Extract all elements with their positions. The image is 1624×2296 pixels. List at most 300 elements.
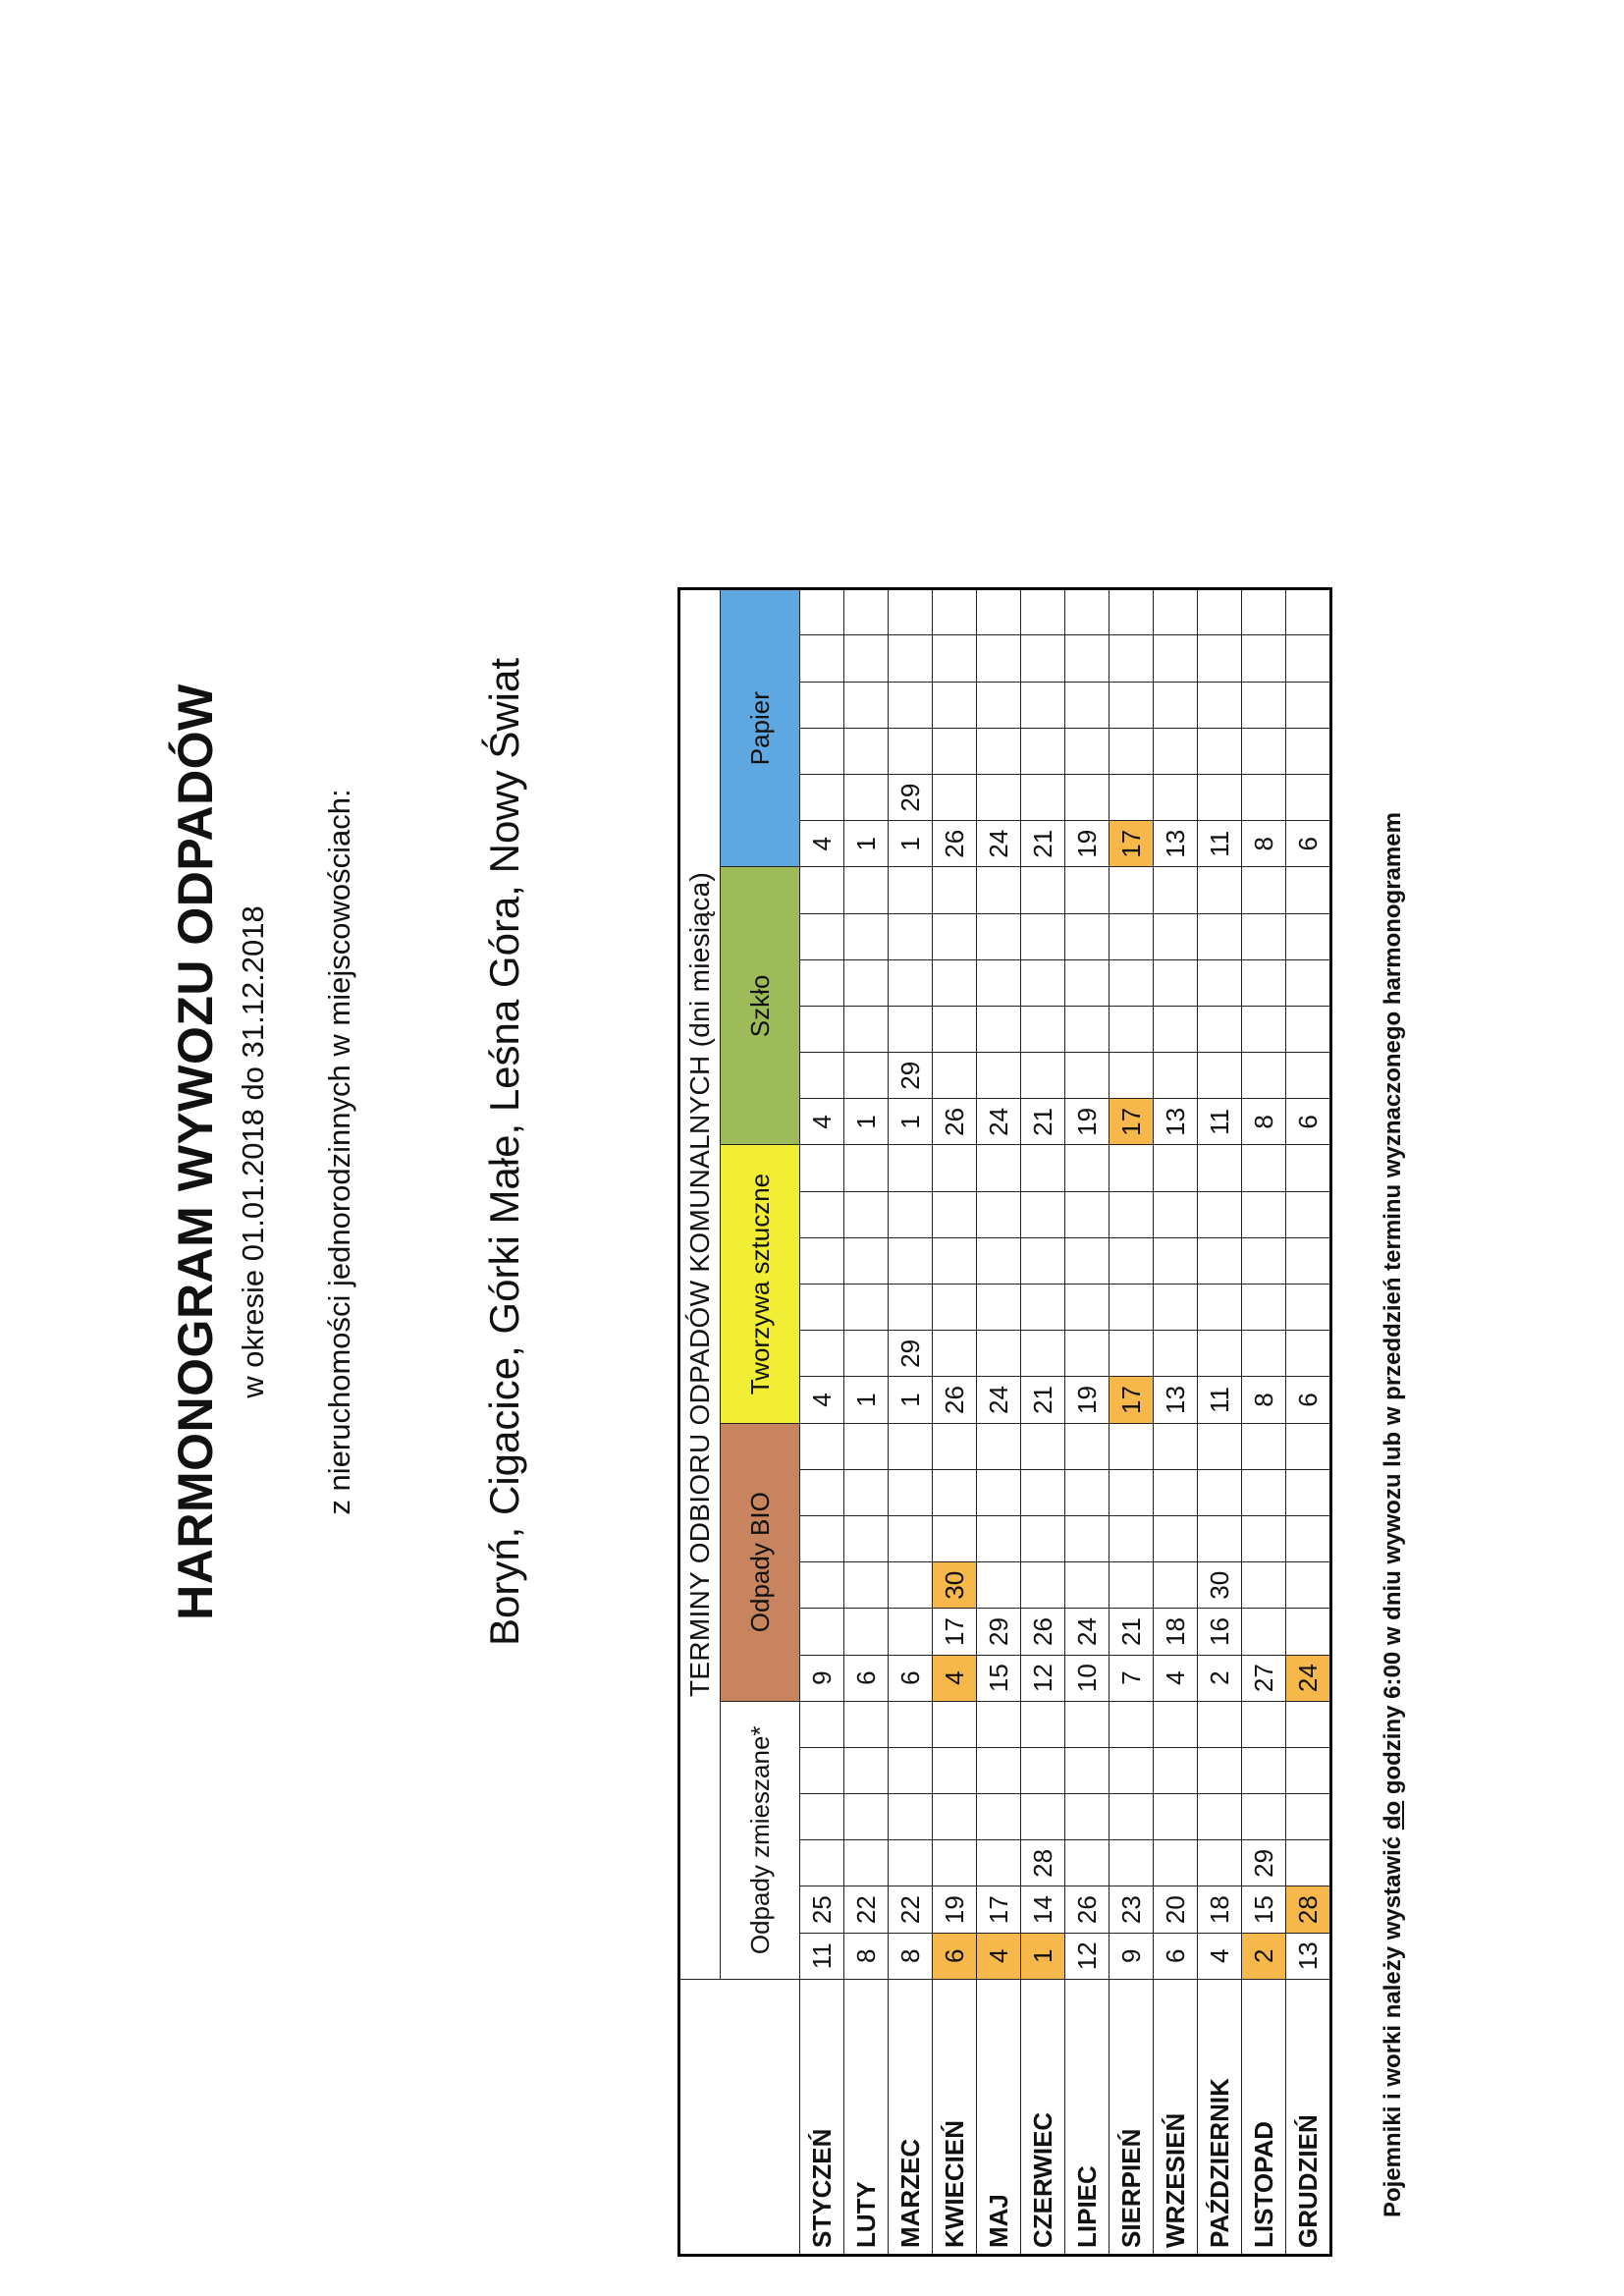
day-cell-gl — [1065, 959, 1110, 1006]
table-row — [1242, 589, 1286, 2256]
day-cell-bio — [844, 1609, 889, 1655]
day-cell-pl — [1242, 1331, 1286, 1377]
day-cell-gl — [933, 867, 977, 913]
day-cell-mix — [889, 1747, 933, 1793]
day-cell-mix — [1110, 1840, 1154, 1886]
table-row — [1021, 589, 1065, 2256]
day-cell-mix: 2 — [1242, 1933, 1286, 1979]
day-cell-mix — [1110, 1747, 1154, 1793]
day-cell-gl — [1198, 867, 1242, 913]
day-cell-pa — [1065, 682, 1110, 728]
day-cell-pa — [977, 728, 1021, 774]
day-cell-pl: 1 — [889, 1377, 933, 1423]
day-cell-gl — [1110, 1053, 1154, 1099]
day-cell-gl — [1286, 867, 1331, 913]
day-cell-pa: 4 — [800, 821, 844, 867]
day-cell-mix: 13 — [1286, 1933, 1331, 1979]
day-cell-mix: 6 — [933, 1933, 977, 1979]
day-cell-gl — [977, 867, 1021, 913]
day-cell-pa — [1021, 682, 1065, 728]
day-cell-pl — [1021, 1331, 1065, 1377]
day-cell-mix: 6 — [1154, 1933, 1198, 1979]
day-cell-bio: 26 — [1021, 1609, 1065, 1655]
day-cell-mix — [1110, 1794, 1154, 1840]
day-cell-pl — [1021, 1145, 1065, 1191]
day-cell-bio — [1198, 1516, 1242, 1562]
day-cell-pa — [844, 589, 889, 635]
day-cell-pa: 29 — [889, 775, 933, 821]
day-cell-pa — [1286, 682, 1331, 728]
day-cell-pl — [1286, 1285, 1331, 1331]
day-cell-pl — [977, 1285, 1021, 1331]
day-cell-pl — [1286, 1191, 1331, 1237]
day-cell-bio: 24 — [1065, 1609, 1110, 1655]
day-cell-bio — [889, 1516, 933, 1562]
day-cell-pa — [1198, 589, 1242, 635]
day-cell-pa — [1065, 635, 1110, 682]
day-cell-pl — [1110, 1237, 1154, 1284]
day-cell-pa — [1286, 728, 1331, 774]
day-cell-mix: 26 — [1065, 1886, 1110, 1933]
day-cell-bio: 4 — [933, 1655, 977, 1701]
day-cell-bio — [844, 1469, 889, 1515]
day-cell-mix — [1154, 1747, 1198, 1793]
day-cell-gl: 1 — [844, 1099, 889, 1145]
day-cell-pl — [933, 1191, 977, 1237]
day-cell-pl — [1286, 1331, 1331, 1377]
month-label: WRZESIEŃ — [1154, 1979, 1198, 2255]
day-cell-gl — [1021, 867, 1065, 913]
day-cell-pa — [933, 775, 977, 821]
day-cell-bio — [933, 1516, 977, 1562]
day-cell-pa: 26 — [933, 821, 977, 867]
day-cell-pl — [800, 1331, 844, 1377]
day-cell-pa: 19 — [1065, 821, 1110, 867]
day-cell-pa — [1154, 589, 1198, 635]
day-cell-pl — [1065, 1191, 1110, 1237]
category-header-bio: Odpady BIO — [721, 1423, 800, 1701]
day-cell-mix: 18 — [1198, 1886, 1242, 1933]
day-cell-bio — [889, 1469, 933, 1515]
day-cell-pa — [1021, 589, 1065, 635]
day-cell-bio — [1110, 1423, 1154, 1469]
day-cell-gl — [933, 1053, 977, 1099]
day-cell-bio — [800, 1516, 844, 1562]
day-cell-pa — [933, 635, 977, 682]
day-cell-pa — [1154, 635, 1198, 682]
day-cell-gl — [1242, 867, 1286, 913]
day-cell-gl — [889, 867, 933, 913]
day-cell-mix: 23 — [1110, 1886, 1154, 1933]
day-cell-bio — [800, 1562, 844, 1609]
day-cell-gl — [800, 913, 844, 959]
day-cell-mix — [1021, 1747, 1065, 1793]
day-cell-bio — [889, 1562, 933, 1609]
day-cell-bio: 21 — [1110, 1609, 1154, 1655]
day-cell-gl: 24 — [977, 1099, 1021, 1145]
day-cell-bio: 30 — [1198, 1562, 1242, 1609]
day-cell-pl — [977, 1191, 1021, 1237]
day-cell-bio: 30 — [933, 1562, 977, 1609]
day-cell-gl — [800, 1053, 844, 1099]
day-cell-pl — [1242, 1145, 1286, 1191]
table-row — [1286, 589, 1331, 2256]
day-cell-gl: 21 — [1021, 1099, 1065, 1145]
day-cell-bio: 10 — [1065, 1655, 1110, 1701]
day-cell-pa — [1021, 728, 1065, 774]
day-cell-pl — [1286, 1237, 1331, 1284]
day-cell-pa — [1286, 775, 1331, 821]
day-cell-pa — [933, 682, 977, 728]
day-cell-mix — [889, 1840, 933, 1886]
day-cell-mix — [1286, 1701, 1331, 1747]
day-cell-bio — [1242, 1516, 1286, 1562]
day-cell-pa — [844, 635, 889, 682]
day-cell-pl: 29 — [889, 1331, 933, 1377]
category-header-mixed: Odpady zmieszane* — [721, 1701, 800, 1979]
day-cell-bio — [933, 1469, 977, 1515]
day-cell-mix: 28 — [1021, 1840, 1065, 1886]
day-cell-pa: 17 — [1110, 821, 1154, 867]
day-cell-gl — [1021, 1053, 1065, 1099]
day-cell-pa — [1065, 775, 1110, 821]
day-cell-mix: 20 — [1154, 1886, 1198, 1933]
table-row — [1198, 589, 1242, 2256]
day-cell-pa — [889, 682, 933, 728]
month-label: LISTOPAD — [1242, 1979, 1286, 2255]
day-cell-pl — [1242, 1285, 1286, 1331]
day-cell-gl — [1154, 959, 1198, 1006]
day-cell-pa: 1 — [844, 821, 889, 867]
day-cell-pa: 6 — [1286, 821, 1331, 867]
day-cell-bio — [1286, 1516, 1331, 1562]
day-cell-pa — [844, 682, 889, 728]
day-cell-mix — [933, 1840, 977, 1886]
day-cell-mix — [1021, 1794, 1065, 1840]
day-cell-mix: 1 — [1021, 1933, 1065, 1979]
day-cell-bio — [1286, 1423, 1331, 1469]
day-cell-gl — [1110, 867, 1154, 913]
day-cell-pa — [1198, 728, 1242, 774]
day-cell-bio — [800, 1423, 844, 1469]
month-label: LIPIEC — [1065, 1979, 1110, 2255]
day-cell-pa — [977, 775, 1021, 821]
day-cell-pl — [1242, 1237, 1286, 1284]
day-cell-pa — [1242, 589, 1286, 635]
day-cell-gl — [977, 959, 1021, 1006]
day-cell-pl — [1154, 1285, 1198, 1331]
day-cell-mix — [1198, 1840, 1242, 1886]
day-cell-gl — [1198, 913, 1242, 959]
day-cell-pl — [1110, 1285, 1154, 1331]
day-cell-pl — [1154, 1145, 1198, 1191]
day-cell-gl — [1154, 1053, 1198, 1099]
day-cell-bio — [844, 1423, 889, 1469]
day-cell-bio — [1286, 1562, 1331, 1609]
day-cell-gl — [1021, 959, 1065, 1006]
day-cell-bio — [1110, 1562, 1154, 1609]
day-cell-pl — [1154, 1331, 1198, 1377]
day-cell-bio — [1154, 1423, 1198, 1469]
day-cell-pa: 8 — [1242, 821, 1286, 867]
day-cell-pl — [844, 1285, 889, 1331]
day-cell-mix — [1021, 1701, 1065, 1747]
day-cell-gl — [1154, 1006, 1198, 1052]
day-cell-pl — [933, 1285, 977, 1331]
day-cell-pl — [1154, 1237, 1198, 1284]
day-cell-pa — [800, 635, 844, 682]
day-cell-pl — [1065, 1237, 1110, 1284]
day-cell-pl — [800, 1191, 844, 1237]
day-cell-bio — [1110, 1516, 1154, 1562]
day-cell-gl — [1286, 1053, 1331, 1099]
day-cell-bio — [1021, 1562, 1065, 1609]
day-cell-pa: 1 — [889, 821, 933, 867]
day-cell-pl — [1286, 1145, 1331, 1191]
day-cell-bio: 12 — [1021, 1655, 1065, 1701]
day-cell-pa: 13 — [1154, 821, 1198, 867]
day-cell-bio — [1154, 1516, 1198, 1562]
day-cell-bio — [1286, 1609, 1331, 1655]
month-label: CZERWIEC — [1021, 1979, 1065, 2255]
day-cell-bio: 7 — [1110, 1655, 1154, 1701]
day-cell-pl — [1021, 1285, 1065, 1331]
table-row — [977, 589, 1021, 2256]
day-cell-mix — [977, 1701, 1021, 1747]
day-cell-pa — [1286, 589, 1331, 635]
day-cell-mix — [1242, 1701, 1286, 1747]
month-label: MARZEC — [889, 1979, 933, 2255]
day-cell-mix: 12 — [1065, 1933, 1110, 1979]
day-cell-gl: 19 — [1065, 1099, 1110, 1145]
day-cell-bio — [889, 1609, 933, 1655]
day-cell-gl — [1242, 1053, 1286, 1099]
day-cell-bio: 16 — [1198, 1609, 1242, 1655]
day-cell-gl — [844, 913, 889, 959]
day-cell-pa: 21 — [1021, 821, 1065, 867]
day-cell-gl: 6 — [1286, 1099, 1331, 1145]
day-cell-gl — [1286, 1006, 1331, 1052]
day-cell-gl — [933, 913, 977, 959]
day-cell-bio — [1110, 1469, 1154, 1515]
day-cell-mix — [1198, 1794, 1242, 1840]
day-cell-bio: 24 — [1286, 1655, 1331, 1701]
month-header-cell — [679, 1979, 800, 2255]
day-cell-pl — [1198, 1237, 1242, 1284]
day-cell-pa — [1242, 682, 1286, 728]
day-cell-bio — [1021, 1516, 1065, 1562]
category-header-plastics: Tworzywa sztuczne — [721, 1145, 800, 1423]
day-cell-pa — [844, 775, 889, 821]
day-cell-mix — [1286, 1840, 1331, 1886]
day-cell-bio: 6 — [844, 1655, 889, 1701]
day-cell-pa: 11 — [1198, 821, 1242, 867]
day-cell-bio — [1154, 1469, 1198, 1515]
table-main-header: TERMINY ODBIORU ODPADÓW KOMUNALNYCH (dni miesiąca) — [679, 589, 721, 1980]
day-cell-pl — [1198, 1145, 1242, 1191]
day-cell-gl: 1 — [889, 1099, 933, 1145]
day-cell-gl — [889, 1006, 933, 1052]
day-cell-mix — [933, 1701, 977, 1747]
day-cell-pa — [1110, 728, 1154, 774]
day-cell-mix — [1286, 1794, 1331, 1840]
day-cell-pl — [933, 1331, 977, 1377]
day-cell-gl: 13 — [1154, 1099, 1198, 1145]
day-cell-bio: 9 — [800, 1655, 844, 1701]
day-cell-bio — [1065, 1562, 1110, 1609]
day-cell-mix — [933, 1794, 977, 1840]
month-label: KWIECIEŃ — [933, 1979, 977, 2255]
day-cell-mix — [1286, 1747, 1331, 1793]
day-cell-pa — [1065, 589, 1110, 635]
day-cell-gl — [977, 1006, 1021, 1052]
day-cell-pl — [1065, 1285, 1110, 1331]
day-cell-gl — [844, 1053, 889, 1099]
day-cell-bio — [977, 1562, 1021, 1609]
day-cell-pl — [1110, 1331, 1154, 1377]
day-cell-mix — [800, 1794, 844, 1840]
day-cell-pl — [933, 1237, 977, 1284]
day-cell-pl: 6 — [1286, 1377, 1331, 1423]
day-cell-mix — [844, 1794, 889, 1840]
day-cell-mix — [1065, 1747, 1110, 1793]
day-cell-bio — [1286, 1469, 1331, 1515]
day-cell-bio: 4 — [1154, 1655, 1198, 1701]
day-cell-gl — [1021, 1006, 1065, 1052]
day-cell-gl: 11 — [1198, 1099, 1242, 1145]
day-cell-pl: 17 — [1110, 1377, 1154, 1423]
footnote-underlined: do — [1380, 1800, 1406, 1831]
day-cell-pa: 24 — [977, 821, 1021, 867]
day-cell-pl — [844, 1237, 889, 1284]
table-row — [844, 589, 889, 2256]
day-cell-pa — [977, 589, 1021, 635]
day-cell-bio: 29 — [977, 1609, 1021, 1655]
day-cell-bio — [1242, 1609, 1286, 1655]
day-cell-mix: 8 — [844, 1933, 889, 1979]
day-cell-pl — [1242, 1191, 1286, 1237]
day-cell-pa — [800, 682, 844, 728]
day-cell-pl — [1110, 1145, 1154, 1191]
day-cell-pl — [889, 1191, 933, 1237]
day-cell-pa — [1154, 775, 1198, 821]
table-row — [1154, 589, 1198, 2256]
day-cell-pa — [977, 635, 1021, 682]
day-cell-pa — [1154, 682, 1198, 728]
day-cell-pl — [933, 1145, 977, 1191]
day-cell-pa — [977, 682, 1021, 728]
day-cell-gl — [1065, 867, 1110, 913]
category-header-paper: Papier — [721, 589, 800, 867]
day-cell-gl: 4 — [800, 1099, 844, 1145]
footnote — [1380, 0, 1407, 2217]
month-label: LUTY — [844, 1979, 889, 2255]
day-cell-mix — [844, 1747, 889, 1793]
day-cell-gl — [1065, 913, 1110, 959]
day-cell-pa — [933, 589, 977, 635]
day-cell-bio — [1065, 1423, 1110, 1469]
footnote-before: Pojemniki i worki należy wystawić — [1380, 1830, 1406, 2217]
day-cell-bio: 27 — [1242, 1655, 1286, 1701]
day-cell-gl — [800, 959, 844, 1006]
day-cell-pl — [1198, 1191, 1242, 1237]
day-cell-pl — [800, 1285, 844, 1331]
day-cell-pa — [800, 589, 844, 635]
day-cell-bio: 17 — [933, 1609, 977, 1655]
day-cell-pa — [1198, 635, 1242, 682]
day-cell-gl — [977, 913, 1021, 959]
day-cell-mix — [1242, 1747, 1286, 1793]
day-cell-bio — [977, 1516, 1021, 1562]
day-cell-mix: 17 — [977, 1886, 1021, 1933]
day-cell-gl — [800, 867, 844, 913]
day-cell-mix — [1110, 1701, 1154, 1747]
day-cell-gl — [800, 1006, 844, 1052]
schedule-table — [677, 587, 1332, 2257]
day-cell-pl — [1065, 1145, 1110, 1191]
period-text: w okresie 01.01.2018 do 31.12.2018 — [236, 905, 270, 1398]
day-cell-gl — [844, 959, 889, 1006]
day-cell-mix — [977, 1840, 1021, 1886]
table-row — [800, 589, 844, 2256]
day-cell-pa — [889, 635, 933, 682]
day-cell-pa — [1110, 775, 1154, 821]
day-cell-mix: 11 — [800, 1933, 844, 1979]
day-cell-pl — [1198, 1331, 1242, 1377]
day-cell-mix: 8 — [889, 1933, 933, 1979]
day-cell-bio — [1242, 1469, 1286, 1515]
day-cell-bio — [977, 1423, 1021, 1469]
day-cell-mix: 29 — [1242, 1840, 1286, 1886]
day-cell-pl — [1065, 1331, 1110, 1377]
day-cell-pl — [889, 1285, 933, 1331]
day-cell-pl: 13 — [1154, 1377, 1198, 1423]
day-cell-gl — [1242, 1006, 1286, 1052]
day-cell-pl: 19 — [1065, 1377, 1110, 1423]
day-cell-gl — [1154, 867, 1198, 913]
day-cell-pl — [1110, 1191, 1154, 1237]
day-cell-pa — [1110, 682, 1154, 728]
day-cell-pa — [889, 728, 933, 774]
day-cell-gl — [1198, 1053, 1242, 1099]
day-cell-pa — [1154, 728, 1198, 774]
day-cell-bio — [800, 1469, 844, 1515]
day-cell-mix: 4 — [977, 1933, 1021, 1979]
day-cell-pa — [1242, 775, 1286, 821]
day-cell-mix: 14 — [1021, 1886, 1065, 1933]
day-cell-pa — [800, 728, 844, 774]
day-cell-gl — [1065, 1053, 1110, 1099]
day-cell-gl — [933, 1006, 977, 1052]
day-cell-gl — [1110, 1006, 1154, 1052]
day-cell-bio — [1242, 1423, 1286, 1469]
day-cell-gl — [1154, 913, 1198, 959]
day-cell-bio: 18 — [1154, 1609, 1198, 1655]
day-cell-gl — [1242, 913, 1286, 959]
day-cell-mix — [1065, 1794, 1110, 1840]
page-title: HARMONOGRAM WYWOZU ODPADÓW — [168, 683, 223, 1620]
day-cell-pa — [1021, 635, 1065, 682]
day-cell-bio: 6 — [889, 1655, 933, 1701]
month-label: MAJ — [977, 1979, 1021, 2255]
day-cell-pl — [889, 1237, 933, 1284]
day-cell-mix — [977, 1794, 1021, 1840]
day-cell-gl — [1021, 913, 1065, 959]
day-cell-gl — [889, 913, 933, 959]
day-cell-mix — [1154, 1840, 1198, 1886]
day-cell-pl — [977, 1237, 1021, 1284]
day-cell-bio — [844, 1516, 889, 1562]
